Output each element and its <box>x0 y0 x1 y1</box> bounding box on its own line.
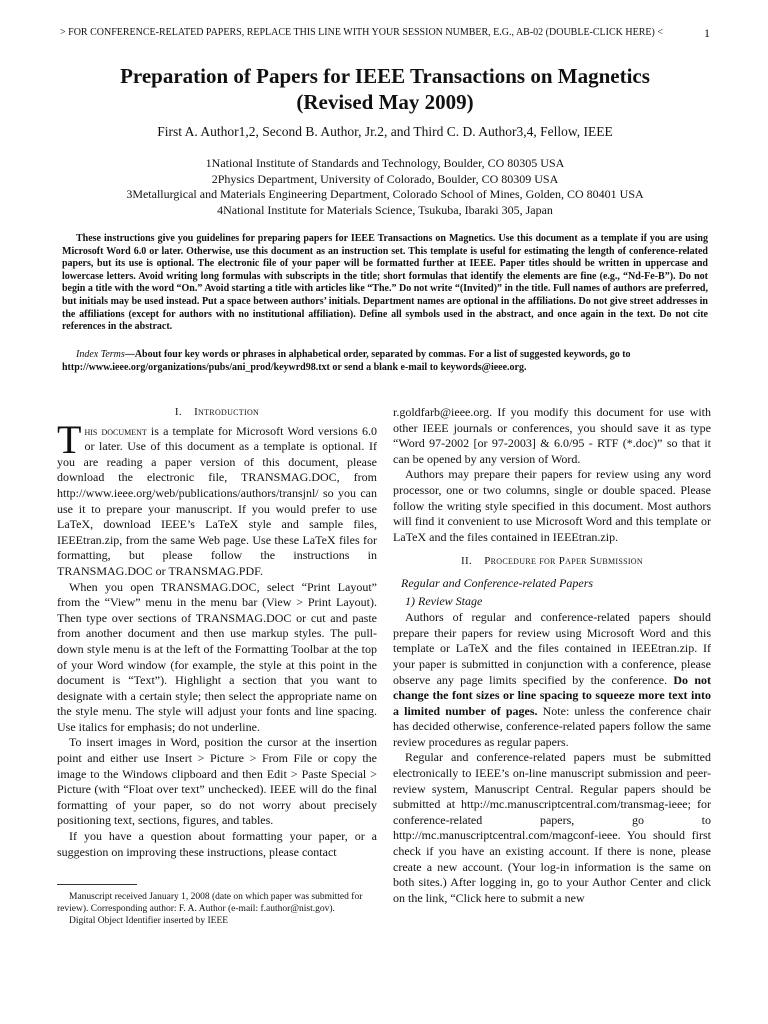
affiliation-4: 4National Institute for Materials Science, Tsukuba, Ibaraki 305, Japan <box>217 202 553 217</box>
header-text: > FOR CONFERENCE-RELATED PAPERS, REPLACE THIS LINE WITH YOUR SESSION NUMBER, E.G., AB-02 (DOUBLE-CLICK HERE) < <box>60 27 663 38</box>
procedure-p1-text-b: Note: unless the conference chair has decided otherwise, conference-related papers follow the same review procedures as regular papers. <box>393 703 711 749</box>
subsection-heading: Regular and Conference-related Papers <box>401 575 594 590</box>
index-terms-text: —About four key words or phrases in alphabetical order, separated by commas. For a list of suggested keywords, go to http://www.ieee.org/organizations/pubs/ani_prod/keywrd98.txt or send a blank e-mail to keywords@ieee.org. <box>62 349 631 373</box>
section-title: Procedure for Paper Submission <box>484 555 643 568</box>
page-number: 1 <box>704 26 710 40</box>
intro-paragraph-1-text: is a template for Microsoft Word versions 6.0 or later. Use of this document as a template is optional. If you are reading a paper version of this document, please download the electronic file, TRANSMAG.DOC, from http://www.ieee.org/web/publications/authors/transjnl/ so you can use it to prepare your manuscript. If you would prefer to use LaTeX, download IEEE’s LaTeX style and sample files, IEEEtran.zip, from the same Web page. Use these LaTeX files for formatting, but please follow the instructions in TRANSMAG.DOC or TRANSMAG.PDF. <box>57 423 377 578</box>
subsubsection-heading: 1) Review Stage <box>405 593 483 608</box>
affiliation-1: 1National Institute of Standards and Technology, Boulder, CO 80305 USA <box>205 156 565 170</box>
procedure-paragraph-1 <box>393 610 711 750</box>
section-heading-introduction <box>57 405 377 421</box>
title-line-2: (Revised May 2009) <box>296 90 474 114</box>
intro-paragraph-4: If you have a question about formatting your paper, or a suggestion on improving these instructions, please contact <box>57 829 377 859</box>
affiliation-2: 2Physics Department, University of Colorado, Boulder, CO 80309 USA <box>211 171 559 186</box>
section-number: I. <box>174 406 182 418</box>
footnote-rule <box>57 884 137 885</box>
intro-paragraph-6: Authors may prepare their papers for review using any word processor, one or two columns, single or double spaced. Please follow the writing style specified in this document. Most authors will find it convenient to use Microsoft Word and this template or LaTeX and the files contained in IEEEtran.zip. <box>393 467 711 544</box>
right-column <box>393 405 711 906</box>
affiliations <box>60 156 710 218</box>
index-terms <box>62 349 708 374</box>
footnote <box>57 891 379 927</box>
intro-lead-words: his document <box>84 423 147 438</box>
procedure-paragraph-2: Regular and conference-related papers must be submitted electronically to IEEE’s on-line manuscript submission and peer-review system, Manuscript Central. Regular papers should be submitted at http://mc.manuscriptcentral.com/transmag-ieee; for conference-related papers, go to http://mc.manuscriptcentral.com/magconf-ieee. You should first check if you have an existing account. If there is none, please create a new account. (Your log-in information is the same on both sites.) After logging in, go to your Author Center and click on the link, “Click here to submit a new <box>393 750 711 905</box>
intro-paragraph-2: When you open TRANSMAG.DOC, select “Print Layout” from the “View” menu in the menu bar (View > Print Layout). Then type over sections of TRANSMAG.DOC or cut and paste from another document and then use markup styles. The pull-down style menu is at the left of the Formatting Toolbar at the top of your Word window (for example, the style at this point in the document is “Text”). Highlight a section that you want to designate with a certain style; then select the appropriate name on the style menu. The style will adjust your fonts and line spacing. Use italics for emphasis; do not underline. <box>57 579 377 734</box>
intro-paragraph-3: To insert images in Word, position the cursor at the insertion point and either use Insert > Picture > From File or copy the image to the Windows clipboard and then Edit > Paste Special > Picture (with “Float over text” unchecked). IEEE will do the final formatting of your paper, so do not worry about precisely positioning text, sections, figures, and tables. <box>57 735 377 828</box>
running-header <box>60 27 710 38</box>
section-heading-procedure <box>393 554 711 570</box>
title-line-1: Preparation of Papers for IEEE Transactions on Magnetics <box>120 64 650 88</box>
procedure-p1-bold: Do not change the font sizes or line spacing to squeeze more text into a limited number of pages. <box>393 672 711 718</box>
footnote-manuscript: Manuscript received January 1, 2008 (date on which paper was submitted for review). Corresponding author: F. A. Author (e-mail: f.author@nist.gov). <box>57 892 363 914</box>
intro-paragraph-5: r.goldfarb@ieee.org. If you modify this document for use with other IEEE journals or conferences, you should save it as type “Word 97-2002 [or 97-2003] & 6.0/95 - RTF (*.doc)” so that it can be opened by any version of Word. <box>393 405 711 466</box>
affiliation-3: 3Metallurgical and Materials Engineering Department, Colorado School of Mines, Golden, CO 80401 USA <box>126 187 644 201</box>
index-terms-label: Index Terms <box>76 349 125 360</box>
paper-title <box>60 63 710 115</box>
left-column <box>57 405 377 860</box>
abstract: These instructions give you guidelines for preparing papers for IEEE Transactions on Magnetics. Use this document as a template if you are using Microsoft Word 6.0 or later. Otherwise, use this document as an instruction set. This template is useful for estimating the length of conference-related papers, but its use is optional. The electronic file of your paper will be formatted further at IEEE. Paper titles should be written in uppercase and lowercase letters. Avoid writing long formulas with subscripts in the title; short formulas that identify the elements are fine (e.g., “Nd-Fe-B”). Do not begin a title with the word “On.” Avoid starting a title with articles like “The.” Do not write “(Invited)” in the title. Full names of authors are preferred, but initials may be used instead. Put a space between authors’ initials. Department names are optional in the affiliations. Do not give street addresses in the affiliations (except for authors with no institutional affiliation). Define all symbols used in the abstract, and once again in the text. Do not cite references in the abstract. <box>62 233 708 333</box>
section-number: II. <box>461 555 473 568</box>
section-title: Introduction <box>194 406 260 418</box>
author-list: First A. Author1,2, Second B. Author, Jr.2, and Third C. D. Author3,4, Fellow, IEEE <box>157 124 613 139</box>
footnote-doi: Digital Object Identifier inserted by IEEE <box>69 916 229 926</box>
procedure-p1-text-a: Authors of regular and conference-related papers should prepare their papers for review using Microsoft Word and this template or LaTeX and the files contained in IEEEtran.zip. If your paper is submitted in conjunction with a conference, please observe any page limits specified by the conference. <box>393 610 711 687</box>
drop-cap: T <box>57 416 82 462</box>
intro-paragraph-1 <box>57 416 377 580</box>
